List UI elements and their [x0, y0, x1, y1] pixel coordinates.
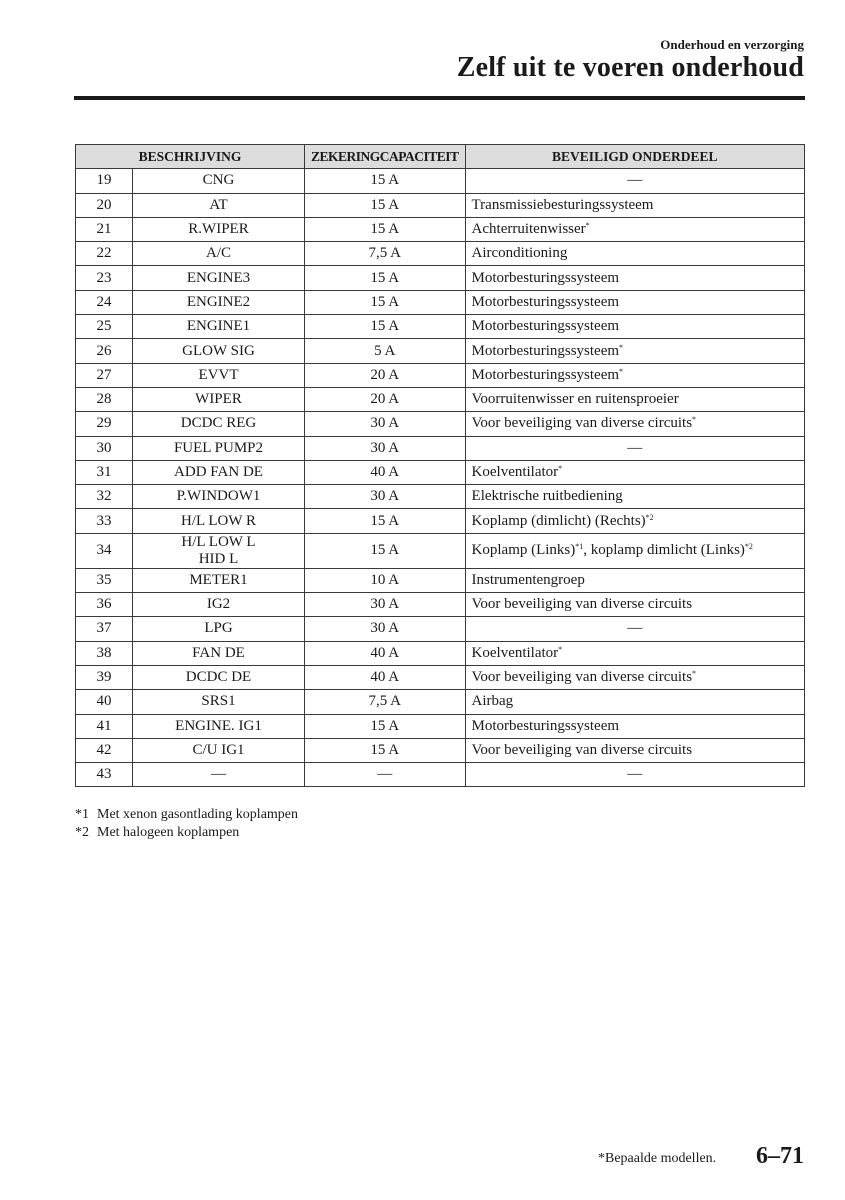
table-row: [76, 738, 805, 762]
footnote-text: Met halogeen koplampen: [97, 825, 240, 840]
table-row: [76, 690, 805, 714]
protected-part-text: Motorbesturingssysteem: [471, 269, 620, 286]
table-row: [76, 714, 805, 738]
description-cell: CNG: [133, 169, 305, 193]
protected-part-text: Airconditioning: [471, 245, 568, 262]
description-cell: ADD FAN DE: [133, 460, 305, 484]
fuse-number-cell: 32: [76, 485, 133, 509]
description-cell: C/U IG1: [133, 738, 305, 762]
footnote-marker: *: [558, 464, 563, 473]
table-row: [76, 387, 805, 411]
protected-part-text: Motorbesturingssysteem: [471, 318, 620, 335]
protected-part-cell: [465, 641, 804, 665]
table-row: [76, 436, 805, 460]
footnote-marker: *: [619, 342, 624, 352]
protected-part-cell: [465, 363, 804, 387]
capacity-cell: 15 A: [305, 169, 466, 193]
footnote-marker: *: [692, 415, 697, 425]
fuse-number-cell: 25: [76, 315, 133, 339]
description-cell: —: [133, 763, 305, 787]
protected-part-text: Voor beveiliging van diverse circuits: [471, 741, 693, 758]
capacity-cell: 10 A: [305, 568, 466, 592]
fuse-table: [75, 144, 805, 787]
protected-part-cell: [465, 533, 804, 568]
protected-part-cell: [465, 387, 804, 411]
protected-part-cell: [465, 315, 804, 339]
description-cell: DCDC REG: [133, 412, 305, 436]
capacity-cell: 15 A: [305, 315, 466, 339]
capacity-cell: 30 A: [305, 593, 466, 617]
capacity-cell: 30 A: [305, 436, 466, 460]
column-header-capacity: ZEKERINGCAPACITEIT: [305, 145, 466, 169]
capacity-cell: 20 A: [305, 387, 466, 411]
protected-part-text: Voor beveiliging van diverse circuits: [471, 596, 693, 613]
description-cell: ENGINE2: [133, 290, 305, 314]
fuse-number-cell: 22: [76, 242, 133, 266]
description-cell: METER1: [133, 568, 305, 592]
protected-part-text: Voor beveiliging van diverse circuits: [471, 669, 693, 686]
fuse-number-cell: 36: [76, 593, 133, 617]
capacity-cell: 30 A: [305, 412, 466, 436]
footnote-marker: *: [692, 669, 697, 679]
protected-part-cell: [465, 763, 804, 787]
table-row: [76, 363, 805, 387]
table-row: [76, 568, 805, 592]
footnote-mark: *1: [75, 807, 89, 822]
protected-part-text: —: [627, 172, 643, 189]
description-line: HID L: [198, 550, 239, 567]
protected-part-text: Airbag: [471, 693, 514, 710]
fuse-number-cell: 29: [76, 412, 133, 436]
fuse-number-cell: 39: [76, 665, 133, 689]
footnote-1: [75, 806, 298, 824]
capacity-cell: 30 A: [305, 617, 466, 641]
table-row: [76, 617, 805, 641]
description-cell: DCDC DE: [133, 665, 305, 689]
description-cell: R.WIPER: [133, 217, 305, 241]
footer-note: *Bepaalde modellen.: [598, 1151, 717, 1166]
table-row: [76, 193, 805, 217]
fuse-number-cell: 43: [76, 763, 133, 787]
protected-part-cell: [465, 568, 804, 592]
capacity-cell: 15 A: [305, 193, 466, 217]
footnote-marker: *2: [744, 542, 753, 552]
fuse-number-cell: 42: [76, 738, 133, 762]
capacity-cell: 30 A: [305, 485, 466, 509]
protected-part-text: Koelventilator: [471, 464, 559, 480]
protected-part-cell: [465, 460, 804, 484]
fuse-number-cell: 23: [76, 266, 133, 290]
capacity-cell: 15 A: [305, 533, 466, 568]
protected-part-text: Achterruitenwisser: [471, 221, 586, 238]
capacity-cell: 40 A: [305, 460, 466, 484]
protected-part-text: Motorbesturingssysteem: [471, 342, 620, 359]
protected-part-text: Instrumentengroep: [471, 571, 585, 588]
description-cell: LPG: [133, 617, 305, 641]
fuse-number-cell: 38: [76, 641, 133, 665]
description-cell: GLOW SIG: [133, 339, 305, 363]
description-line: H/L LOW L: [181, 533, 256, 550]
protected-part-text: —: [627, 766, 643, 783]
protected-part-cell: [465, 339, 804, 363]
protected-part-cell: [465, 266, 804, 290]
protected-part-text: Koplamp (dimlicht) (Rechts): [471, 512, 646, 529]
protected-part-text: —: [627, 439, 643, 456]
protected-part-cell: [465, 193, 804, 217]
description-cell: SRS1: [133, 690, 305, 714]
protected-part-cell: [465, 290, 804, 314]
footnote-mark: *2: [75, 825, 89, 840]
description-cell: AT: [133, 193, 305, 217]
footnote-marker: *2: [645, 512, 654, 522]
capacity-cell: 15 A: [305, 714, 466, 738]
column-header-description: BESCHRIJVING: [76, 145, 305, 169]
table-row: [76, 763, 805, 787]
table-row: [76, 412, 805, 436]
capacity-cell: 20 A: [305, 363, 466, 387]
fuse-number-cell: 19: [76, 169, 133, 193]
protected-part-text: Elektrische ruitbediening: [471, 488, 623, 505]
description-cell: [133, 533, 305, 568]
protected-part-cell: [465, 436, 804, 460]
table-row: [76, 485, 805, 509]
protected-part-cell: [465, 665, 804, 689]
fuse-table-body: [76, 169, 805, 787]
protected-part-text: , koplamp dimlicht (Links): [583, 542, 745, 559]
capacity-cell: 15 A: [305, 290, 466, 314]
fuse-number-cell: 34: [76, 533, 133, 568]
protected-part-cell: [465, 593, 804, 617]
table-row: [76, 339, 805, 363]
capacity-cell: 7,5 A: [305, 690, 466, 714]
fuse-number-cell: 33: [76, 509, 133, 533]
capacity-cell: —: [305, 763, 466, 787]
description-cell: P.WINDOW1: [133, 485, 305, 509]
table-row: [76, 290, 805, 314]
footnotes: [75, 806, 298, 842]
description-cell: FAN DE: [133, 641, 305, 665]
page-title: Zelf uit te voeren onderhoud: [456, 52, 804, 83]
column-header-protected-part: BEVEILIGD ONDERDEEL: [465, 145, 804, 169]
table-row: [76, 217, 805, 241]
table-row: [76, 641, 805, 665]
table-row: [76, 169, 805, 193]
capacity-cell: 15 A: [305, 738, 466, 762]
fuse-number-cell: 40: [76, 690, 133, 714]
protected-part-cell: [465, 169, 804, 193]
table-row: [76, 509, 805, 533]
capacity-cell: 15 A: [305, 509, 466, 533]
footnote-marker: *: [619, 366, 624, 376]
fuse-number-cell: 20: [76, 193, 133, 217]
capacity-cell: 15 A: [305, 217, 466, 241]
fuse-number-cell: 37: [76, 617, 133, 641]
protected-part-text: Transmissiebesturingssysteem: [471, 196, 654, 213]
footnote-2: [75, 824, 298, 842]
fuse-number-cell: 35: [76, 568, 133, 592]
protected-part-text: Koplamp (Links): [471, 542, 576, 559]
footnote-text: Met xenon gasontlading koplampen: [97, 807, 299, 822]
table-row: [76, 665, 805, 689]
table-row: [76, 593, 805, 617]
table-row: [76, 533, 805, 568]
protected-part-cell: [465, 714, 804, 738]
fuse-number-cell: 41: [76, 714, 133, 738]
protected-part-text: Motorbesturingssysteem: [471, 717, 620, 734]
description-cell: EVVT: [133, 363, 305, 387]
title-rule: [74, 96, 805, 100]
protected-part-cell: [465, 509, 804, 533]
table-row: [76, 266, 805, 290]
capacity-cell: 5 A: [305, 339, 466, 363]
protected-part-cell: [465, 485, 804, 509]
protected-part-cell: [465, 412, 804, 436]
protected-part-text: Voor beveiliging van diverse circuits: [471, 415, 693, 432]
page-number: 6–71: [756, 1143, 804, 1169]
protected-part-text: Koelventilator: [471, 644, 559, 661]
protected-part-text: Motorbesturingssysteem: [471, 366, 620, 383]
fuse-number-cell: 30: [76, 436, 133, 460]
capacity-cell: 40 A: [305, 665, 466, 689]
fuse-number-cell: 24: [76, 290, 133, 314]
table-row: [76, 315, 805, 339]
protected-part-cell: [465, 217, 804, 241]
capacity-cell: 15 A: [305, 266, 466, 290]
protected-part-cell: [465, 690, 804, 714]
description-cell: H/L LOW R: [133, 509, 305, 533]
section-label: Onderhoud en verzorging: [660, 37, 804, 52]
description-cell: ENGINE. IG1: [133, 714, 305, 738]
protected-part-cell: [465, 617, 804, 641]
description-cell: IG2: [133, 593, 305, 617]
protected-part-text: Motorbesturingssysteem: [471, 293, 620, 310]
description-cell: WIPER: [133, 387, 305, 411]
footnote-marker: *: [585, 221, 590, 231]
table-header-row: [76, 145, 805, 169]
protected-part-cell: [465, 738, 804, 762]
description-cell: A/C: [133, 242, 305, 266]
description-cell: ENGINE3: [133, 266, 305, 290]
footnote-marker: *1: [575, 542, 584, 552]
protected-part-cell: [465, 242, 804, 266]
protected-part-text: Voorruitenwisser en ruitensproeier: [471, 391, 679, 408]
table-row: [76, 460, 805, 484]
capacity-cell: 7,5 A: [305, 242, 466, 266]
fuse-number-cell: 21: [76, 217, 133, 241]
fuse-number-cell: 28: [76, 387, 133, 411]
table-row: [76, 242, 805, 266]
fuse-number-cell: 26: [76, 339, 133, 363]
fuse-number-cell: 31: [76, 460, 133, 484]
footnote-marker: *: [558, 644, 563, 654]
description-cell: ENGINE1: [133, 315, 305, 339]
protected-part-text: —: [627, 620, 643, 637]
capacity-cell: 40 A: [305, 641, 466, 665]
fuse-number-cell: 27: [76, 363, 133, 387]
description-cell: FUEL PUMP2: [133, 436, 305, 460]
